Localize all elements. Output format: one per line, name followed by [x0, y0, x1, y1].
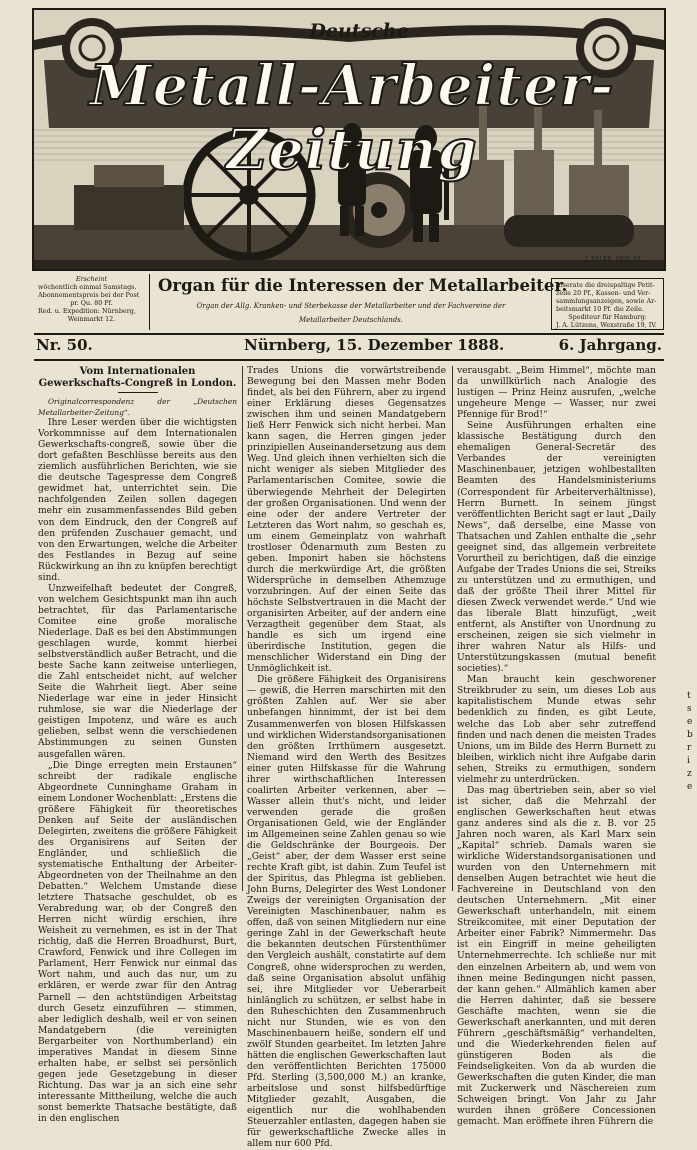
edge-letter: e: [687, 717, 693, 727]
issue-number: Nr. 50.: [36, 336, 93, 354]
article-paragraph: verausgabt. „Beim Himmel“, möchte man da unwillkürlich nach Analogie des lustigen — Prinz Heinz ausrufen, „welche ungeheure Menge — Wasser, nur zwei Pfennige für Brod!“: [457, 366, 656, 421]
column-rule: [452, 366, 453, 891]
advert-line: J. A. Lützens, Wexstraße 19, IV.: [556, 321, 657, 329]
advert-rates-box: [551, 278, 664, 330]
article-heading: Vom Internationalen: [79, 366, 196, 377]
advert-line: Spediteur für Hamburg:: [568, 313, 647, 321]
paper-subline: Organ der Allg. Kranken- und Sterbekasse der Metallarbeiter und der Fachvereine der: [196, 302, 506, 310]
advert-line: beitsmarkt 10 Pf. die Zeile.: [556, 305, 644, 313]
article-paragraph: Das mag übertrieben sein, aber so viel ist sicher, daß die Mehrzahl der englischen Gewerkschaften heut etwas ganz anderes sind als die z. B. vor 25 Jahren noch waren, als Karl Marx sein „Kapital“ schrieb. Damals waren sie wirkliche Widerstandsorganisationen und wurden von den Unternehmern mit denselben Augen betrachtet wie heut die Fachvereine in Deutschland von den deutschen Unternehmern. „Mit einer Gewerkschaft unterhandeln, mit einem Streikcomitee, mit einer Deputation der Arbeiter einer Fabrik? Nimmermehr. Das ist ein Eingriff in meine geheiligten Unternehmerrechte. Ich schließe nur mit den einzelnen Arbeitern ab, und wem von ihnen meine Bedingungen nicht passen, der kann gehen.“ Allmählich kamen aber die Herren dahinter, daß sie bessere Geschäfte machten, wenn sie die Gewerkschaft anerkannten, und mit deren Führern „geschäftsmäßig“ verhandelten, und die Wiederkehrenden fielen auf günstigeren Boden als die Feindseligkeiten. Von da ab wurden die Gewerkschaften die guten Kinder, die man mit Zuckerwerk und Näschereien zum Schweigen bringt. Von Jahr zu Jahr wurden ihnen größere Concessionen gemacht. Man eröffnete ihren Führern die: [457, 785, 656, 1128]
subscription-line: Erscheint: [75, 275, 108, 283]
correspondence-note: Originalcorrespondenz der „Deutschen Metallarbeiter-Zeitung“.: [38, 397, 237, 418]
divider: [34, 333, 664, 335]
column-rule: [242, 366, 243, 891]
paper-subtitle: Organ für die Interessen der Metallarbeiter.: [158, 276, 568, 295]
edge-letter: i: [687, 756, 690, 766]
text-column-2: [247, 366, 446, 1150]
issue-line: [36, 336, 662, 358]
article-paragraph: Seine Ausführungen erhalten eine klassische Bestätigung durch den ehemaligen General-Secretär des Verbandes der vereinigten Maschinenbauer, jetzigen wohlbestallten Beamten des Handelsministeriums (Correspondent für Arbeiterverhältnisse), Herrn Burnett. In seinem jüngst veröffentlichten Bericht sagt er laut „Daily News“, daß derselbe, eine Masse von Thatsachen und Zahlen enthalte die „sehr geeignet sind, das allgemein verbreitete Vorurtheil zu berichtigen, daß die einzige Aufgabe der Trades Unions die sei, Streiks zu unterstützen und zu ermuthigen, und daß der größte Theil ihrer Mittel für diesen Zweck verwendet werde.“ Und wie das liberale Blatt hinzufügt, „weit entfernt, als Anstifter von Unordnung zu erscheinen, zeigen sie sich vielmehr in ihrer wahren Natur als Hilfs- und Unterstützungskassen (mutual benefit societies).“: [457, 421, 656, 675]
article-paragraph: Ihre Leser werden über die wichtigsten Vorkommnisse auf dem Internationalen Gewerkschafts-congreß, sowie über die dort gefaßten Beschlüsse bereits aus den ziemlich ausführlichen Berichten, wie sie die deutsche Tagespresse dem Congreß gewidmet hat, unterrichtet sein. Die nachfolgenden Zeilen sollen dagegen mehr ein zusammenfassendes Bild geben von dem Eindruck, den der Congreß auf den prüfenden Zuschauer gemacht, und von den Erwartungen, welche die Arbeiter des Festlandes in Bezug auf seine Rückwirkung an ihn zu knüpfen berechtigt sind.: [38, 418, 237, 583]
subscription-line: pr. Qu. 80 Pf.: [70, 299, 113, 307]
subscription-line: Abonnementspreis bei der Post: [38, 291, 140, 299]
paper-subline: Metallarbeiter Deutschlands.: [299, 316, 403, 324]
divider: [34, 359, 664, 361]
issue-year: 6. Jahrgang.: [558, 336, 662, 354]
edge-letter: r: [687, 743, 692, 753]
article-paragraph: „Die Dinge erregten mein Erstaunen“ schreibt der radikale englische Abgeordnete Cunninghame Graham in einem Londoner Wochenblatt: „Erstens die größere Fähigkeit für theoretisches Denken auf Seite der ausländischen Delegirten, zweitens die größere Fähigkeit des Organisirens auf Seiten der Engländer, und schließlich die systematische Enthaltung der Arbeiter-Abgeordneten von der Theilnahme an den Debatten.“ Welchem Umstande diese letztere Thatsache geschuldet, ob es Verabredung war, ob der Congreß den Herren nicht würdig erschien, ihre Weisheit zu vernehmen, es ist in der That richtig, daß die Herren Broadhurst, Burt, Crawford, Fenwick und ihre Collegen im Parlament, Herr Fenwick nur einmal das Wort nahm, und auch das nur, um zu erklären, er werde zwar für den Antrag Parnell — den achtstündigen Arbeitstag durch Gesetz einzuführen — stimmen, aber lediglich deshalb, weil er von seinen Mandatgebern (die vereinigten Bergarbeiter von Northumberland) ein imperatives Mandat in diesem Sinne erhalten habe, er selbst sei persönlich gegen jede Gesetzgebung in dieser Richtung. Das war ja an sich eine sehr interessante Mittheilung, welche die auch sonst bemerkte Thatsache bestätigte, daß in den englischen: [38, 760, 237, 1125]
article-paragraph: Unzweifelhaft bedeutet der Congreß, von welchem Gesichtspunkt man ihn auch betrachtet, für das Parlamentarische Comitee eine große moralische Niederlage. Daß es bei den Abstimmungen geschlagen wurde, kommt hierbei selbstverständlich außer Betracht, und die beste Sache kann zeitweise unterliegen, die Zahl entscheidet nicht, auf welcher Seite die Wahrheit liegt. Aber seine Niederlage war eine in jeder Hinsicht ruhmlose, sie war die Niederlage der geistigen Impotenz, und wäre es auch gelieben, selbst wenn die verschiedenen Abstimmungen zu seinen Gunsten ausgefallen wären.: [38, 583, 237, 760]
subscription-line: Weinmarkt 12.: [67, 315, 116, 323]
text-column-1: [38, 366, 237, 1125]
text-column-3: [457, 366, 656, 1128]
edge-letter: s: [687, 704, 692, 714]
advert-line: Inserate die dreispaltige Petit-: [556, 281, 655, 289]
subscription-line: Red. u. Expedition: Nürnberg,: [38, 307, 136, 315]
article-heading: Gewerkschafts-Congreß in London.: [38, 378, 237, 389]
masthead-illustration: [32, 8, 666, 271]
heading-divider: [118, 392, 158, 393]
edge-letter: t: [687, 691, 691, 701]
cut-off-edge-letters: [687, 690, 697, 794]
article-paragraph: Man braucht kein geschworener Streikbruder zu sein, um dieses Lob aus kapitalistischem Munde etwas sehr bedenklich zu finden, es gibt Leute, welche das Lob aber sehr zutreffend finden und nach denen die meisten Trades Unions, um im Bilde des Herrn Burnett zu bleiben, wirklich nicht ihre Aufgabe darin sehen, Streiks zu ermuthigen, sondern vielmehr zu unterdrücken.: [457, 675, 656, 785]
article-paragraph: Die größere Fähigkeit des Organisirens — gewiß, die Herren marschirten mit den größten Zahlen auf. Wer sie aber unbefangen hinnimmt, der ist bei dem Zusammenwerfen von blosen Hilfskassen und wirklichen Widerstandsorganisationen den größten Irrthümern ausgesetzt. Niemand wird den Werth des Besitzes einer guten Hilfskasse für die Wahrung ihrer wirthschaftlichen Interessen coalirten Arbeiter verkennen, aber — Wasser allein thut's nicht, und leider verwenden gerade die großen Organisationen Geld, wie der Engländer im Allgemeinen seine Zahlen genau so wie die Geldschränke der Bourgeois. Der „Geist“ aber, der dem Wasser erst seine rechte Kraft gibt, ist dahin. Zum Teufel ist der Spiritus, das Phlegma ist geblieben. John Burns, Delegirter des West Londoner Zweigs der vereinigten Organisation der Vereinigten Maschinenbauer, nahm es offen, daß von seinen Mitgliedern nur eine geringe Zahl in der Gewerkschaft heute die bekannten deutschen Fürstenthümer den Vergleich aushält, constatirte auf dem Congreß, ohne widersprochen zu werden, daß seine Organisation absolut unfähig sei, ihre Mitglieder vor Ueberarbeit hinlänglich zu schützen, er selbst habe in den Ruheschichten den Zusammenbruch nicht nur Stunden, wie es von den Maschinenbauern heiße, sondern elf und zwölf Stunden gearbeitet. Im letzten Jahre hätten die englischen Gewerkschaften laut den veröffentlichten Berichten 175000 Pfd. Sterling (3,500,000 M.) an kranke, arbeitslose und sonst hilfsbedürftige Mitglieder gezahlt, Ausgaben, die eigentlich nur die wohlhabenden Steuerzahler entlasten, dagegen haben sie für gewerkschaftliche Zwecke alles in allem nur 600 Pfd.: [247, 675, 446, 1150]
advert-line: sammlungsanzeigen, sowie Ar-: [556, 297, 657, 305]
edge-letter: e: [687, 782, 693, 792]
subscription-info-box: [34, 274, 150, 330]
edge-letter: b: [687, 730, 693, 740]
issue-place-date: Nürnberg, 15. Dezember 1888.: [244, 336, 505, 354]
advert-line: zeile 20 Pf., Kassen- und Ver-: [556, 289, 651, 297]
edge-letter: z: [687, 769, 692, 779]
masthead-over-title: Deutsche: [309, 20, 409, 42]
masthead-title: Metall-Arbeiter-Zeitung: [89, 53, 615, 183]
engraver-signature: J. FALKE, SEN. ST.: [585, 256, 642, 263]
article-paragraph: Trades Unions die vorwärtstreibende Bewegung bei den Massen mehr Boden findet, als bei den Führern, aber zu irgend einer Erklärung dieses Gegensatzes zwischen ihm und seinen Mandatgebern ließ Herr Fenwick sich nicht herbei. Man kann sagen, die Herren gingen jeder prinzipiellen Auseinandersetzung aus dem Weg. Und gleich ihnen verhielten sich die nicht weniger als sieben Mitglieder des Parlamentarischen Comitee, sowie die überwiegende Mehrheit der Delegirten der großen Organisationen. Und wenn der eine oder der andere Vertreter der Letzteren das Wort nahm, so geschah es, um einem Gemeinplatz von wahrhaft trostloser Ödenarmuth zum Besten zu geben. Imponirt haben sie höchstens durch die merkwürdige Art, die größten Widersprüche in demselben Athemzuge vorzubringen. Auf der einen Seite das höchste Selbstvertrauen in die Macht der organisirten Arbeiter, auf der andern eine Verzagtheit gegenüber dem Staat, als handle es sich um irgend eine überirdische Institution, gegen die menschlicher Widerstand ein Ding der Unmöglichkeit ist.: [247, 366, 446, 675]
subscription-line: wöchentlich einmal Samstags.: [38, 283, 137, 291]
